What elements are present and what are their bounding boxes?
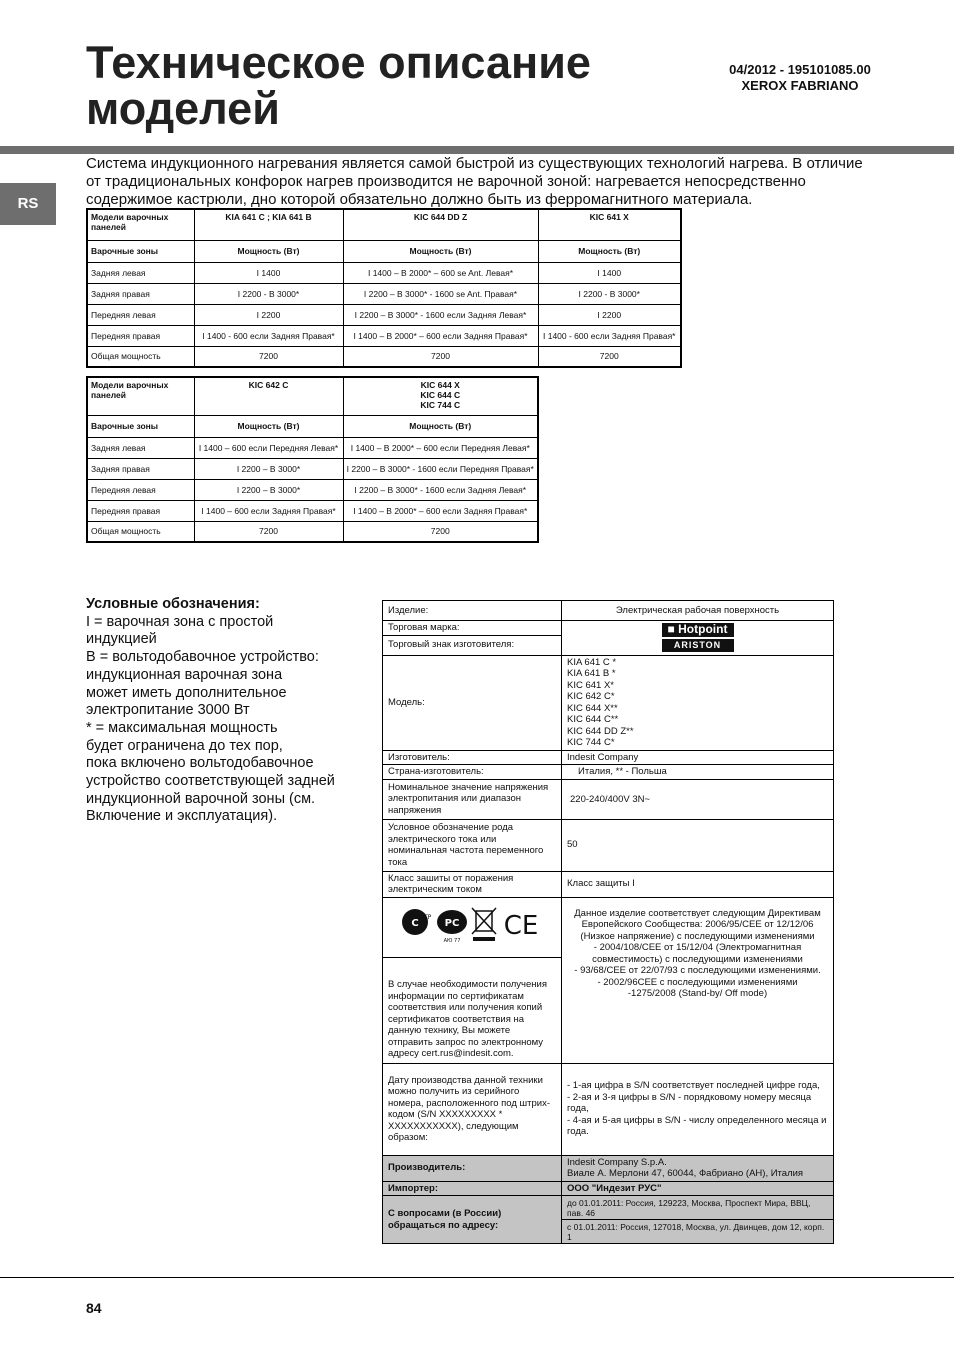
power-cell: I 1400 – B 2000* – 600 если Задняя Правая* <box>343 500 538 521</box>
power-cell: I 1400 – B 2000* – 600 если Задняя Правая* <box>343 325 538 346</box>
table-row <box>87 521 538 542</box>
footer-divider <box>0 1277 954 1278</box>
frequency-label: Условное обозначение рода электрического тока или номинальная частота переменного тока <box>383 819 562 871</box>
table-row <box>87 283 681 304</box>
table-row <box>87 262 681 283</box>
model-cell: KIC 641 X <box>538 209 681 240</box>
protection-class-label: Класс зашиты от поражения электрическим током <box>383 871 562 897</box>
contact-address-new: с 01.01.2011: Россия, 127018, Москва, ул. Двинцев, дом 12, корп. 1 <box>562 1220 834 1244</box>
zone-label: Задняя правая <box>87 283 194 304</box>
table-row <box>87 209 681 240</box>
certificates-text: В случае необходимости получения информации по сертификатам соответствия или получения копий сертификатов соответствия на данную технику, Вы можете отправить запрос по электронному адресу cert.rus@indesit.com. <box>383 957 562 1063</box>
power-cell: 7200 <box>194 521 343 542</box>
importer-label: Импортер: <box>383 1181 562 1196</box>
legend-line: * = максимальная мощность <box>86 719 278 736</box>
legend-line: индукционная варочная зона <box>86 666 283 683</box>
svg-text:CE: CE <box>503 911 539 942</box>
eac-mark-icon <box>402 909 432 935</box>
power-header-cell: Мощность (Вт) <box>343 415 538 437</box>
power-cell: 7200 <box>343 346 538 367</box>
legend-line: будет ограничена до тех пор, <box>86 737 283 754</box>
model-line: KIC 644 C <box>420 390 461 400</box>
frequency-value: 50 <box>562 819 834 871</box>
power-cell: I 2200 – B 3000* <box>194 458 343 479</box>
table-row <box>87 437 538 458</box>
table-row <box>383 1155 834 1181</box>
table-row <box>87 325 681 346</box>
power-table-2 <box>86 376 539 543</box>
country-value: Италия, ** - Польша <box>562 765 834 780</box>
power-cell: 7200 <box>343 521 538 542</box>
zone-label: Общая мощность <box>87 521 194 542</box>
power-cell: I 1400 <box>194 262 343 283</box>
models-header-cell: Модели варочных панелей <box>87 377 194 415</box>
hotpoint-icon: ■ <box>667 622 675 637</box>
table-row <box>87 304 681 325</box>
model-item: KIA 641 C * <box>567 656 617 668</box>
table-row <box>383 601 834 621</box>
model-line: KIC 744 C <box>420 400 461 410</box>
ariston-logo: ARISTON <box>662 639 734 653</box>
table-row <box>87 479 538 500</box>
table-row <box>87 415 538 437</box>
contact-label: С вопросами (в России) обращаться по адресу: <box>383 1196 562 1244</box>
product-label: Изделие: <box>383 601 562 621</box>
maker-value: Indesit Company <box>562 750 834 765</box>
power-cell: 7200 <box>538 346 681 367</box>
title-line-2: моделей <box>86 83 280 134</box>
power-header-cell: Мощность (Вт) <box>538 240 681 262</box>
power-header-cell: Мощность (Вт) <box>194 415 343 437</box>
model-list <box>562 655 834 750</box>
table-row <box>383 897 834 957</box>
table-row <box>383 765 834 780</box>
power-cell: 7200 <box>194 346 343 367</box>
model-item: KIC 641 X* <box>567 679 614 691</box>
page-number: 84 <box>86 1300 102 1316</box>
certification-marks-icon <box>397 902 547 948</box>
model-label: Модель: <box>383 655 562 750</box>
trademark-label: Торговый знак изготовителя: <box>383 635 562 655</box>
table-row <box>383 871 834 897</box>
model-item: KIC 644 C** <box>567 714 619 725</box>
producer-value <box>562 1155 834 1181</box>
zone-label: Общая мощность <box>87 346 194 367</box>
legend-line: I = варочная зона с простой <box>86 613 274 630</box>
table-row <box>87 500 538 521</box>
legend <box>86 596 356 826</box>
table-row <box>383 621 834 636</box>
pct-mark-icon <box>437 910 467 944</box>
importer-value: ООО "Индезит РУС" <box>562 1181 834 1196</box>
legend-heading: Условные обозначения: <box>86 596 260 612</box>
legend-line: устройство соответствующей задней <box>86 773 335 790</box>
product-info-table <box>382 600 834 1244</box>
power-cell: I 2200 - B 3000* <box>538 283 681 304</box>
table-row <box>383 779 834 819</box>
manufacture-date-value: - 1-ая цифра в S/N соответствует последней цифре года, - 2-ая и 3-я цифры в S/N - порядковому номеру месяца года, - 4-ая и 5-ая цифры в S/N - числу определенного месяца и года. <box>562 1063 834 1155</box>
table-row <box>383 1196 834 1220</box>
hotpoint-logo-text: Hotpoint <box>678 622 728 637</box>
protection-class-value: Класс защиты I <box>562 871 834 897</box>
legend-line: индукцией <box>86 631 157 648</box>
legend-line: Включение и эксплуатация). <box>86 808 278 825</box>
power-cell: I 2200 – B 3000* - 1600 если Задняя Левая* <box>343 479 538 500</box>
svg-text:С: С <box>411 918 419 930</box>
power-table-1 <box>86 208 682 368</box>
power-cell: I 2200 <box>538 304 681 325</box>
zone-label: Задняя правая <box>87 458 194 479</box>
language-tab: RS <box>0 183 56 225</box>
weee-bin-icon <box>472 908 496 941</box>
model-item: KIC 744 C* <box>567 737 615 748</box>
intro-line: от традициональных конфорок нагрев производится не варочной зоной: нагревается непосредственно <box>86 173 806 190</box>
power-cell: I 2200 – B 3000* - 1600 se Ant. Правая* <box>343 283 538 304</box>
zone-label: Передняя правая <box>87 500 194 521</box>
voltage-label: Номинальное значение напряжения электропитания или диапазон напряжения <box>383 779 562 819</box>
model-cell: KIA 641 C ; KIA 641 B <box>194 209 343 240</box>
model-cell: KIC 644 DD Z <box>343 209 538 240</box>
legend-line: пока включено вольтодобавочное <box>86 755 314 772</box>
zone-label: Передняя левая <box>87 479 194 500</box>
power-cell: I 1400 - 600 если Задняя Правая* <box>194 325 343 346</box>
power-cell: I 1400 – 600 если Задняя Правая* <box>194 500 343 521</box>
zones-header-cell: Варочные зоны <box>87 240 194 262</box>
legend-line: индукционной варочной зоны (см. <box>86 790 316 807</box>
model-item: KIA 641 B * <box>567 668 616 679</box>
producer-address: Виале А. Мерлони 47, 60044, Фабриано (АН), Италия <box>567 1168 804 1179</box>
certification-marks <box>383 897 562 957</box>
power-cell: I 2200 – B 3000* <box>194 479 343 500</box>
model-line: KIC 644 X <box>420 380 460 390</box>
model-item: KIC 644 DD Z** <box>567 725 634 737</box>
power-cell: I 1400 – 600 если Передняя Левая* <box>194 437 343 458</box>
power-header-cell: Мощность (Вт) <box>194 240 343 262</box>
brand-logo-cell <box>562 621 834 656</box>
ce-mark-icon <box>504 911 539 941</box>
table-row <box>383 750 834 765</box>
power-header-cell: Мощность (Вт) <box>343 240 538 262</box>
producer-name: Indesit Company S.p.A. <box>567 1156 667 1168</box>
table-row <box>87 377 538 415</box>
legend-line: B = вольтодобавочное устройство: <box>86 649 319 666</box>
table-row <box>383 655 834 750</box>
model-item: KIC 644 X** <box>567 702 618 714</box>
power-cell: I 1400 - 600 если Задняя Правая* <box>538 325 681 346</box>
power-cell: I 2200 - B 3000* <box>194 283 343 304</box>
voltage-value: 220-240/400V 3N~ <box>562 779 834 819</box>
table-row <box>87 346 681 367</box>
zones-header-cell: Варочные зоны <box>87 415 194 437</box>
power-cell: I 1400 – B 2000* – 600 se Ant. Левая* <box>343 262 538 283</box>
header-divider <box>0 146 954 154</box>
table-row <box>383 819 834 871</box>
svg-text:РС: РС <box>444 918 460 930</box>
producer-label: Производитель: <box>383 1155 562 1181</box>
document-reference <box>700 62 900 94</box>
title-line-1: Техническое описание <box>86 37 591 88</box>
zone-label: Задняя левая <box>87 437 194 458</box>
page-title <box>86 37 686 134</box>
intro-paragraph <box>86 155 886 209</box>
maker-label: Изготовитель: <box>383 750 562 765</box>
table-row <box>383 1181 834 1196</box>
product-value: Электрическая рабочая поверхность <box>562 601 834 621</box>
zone-label: Передняя левая <box>87 304 194 325</box>
hotpoint-logo <box>662 623 734 637</box>
zone-label: Задняя левая <box>87 262 194 283</box>
svg-text:ТР: ТР <box>424 914 432 922</box>
power-cell: I 2200 <box>194 304 343 325</box>
model-item: KIC 642 C* <box>567 691 615 702</box>
legend-line: электропитание 3000 Вт <box>86 702 250 719</box>
intro-line: Система индукционного нагревания является самой быстрой из существующих технологий нагрева. В отличие <box>86 155 863 172</box>
zone-label: Передняя правая <box>87 325 194 346</box>
power-cell: I 2200 – B 3000* - 1600 если Передняя Правая* <box>343 458 538 479</box>
brand-label: Торговая марка: <box>383 621 562 636</box>
model-cell: KIC 642 C <box>194 377 343 415</box>
models-header-cell: Модели варочных панелей <box>87 209 194 240</box>
power-cell: I 1400 <box>538 262 681 283</box>
table-row <box>383 1063 834 1155</box>
doc-code: 04/2012 - 195101085.00 <box>729 62 871 77</box>
table-row <box>87 458 538 479</box>
intro-line: содержимое кастрюли, дно которой обязательно должно быть из ферромагнитного материала. <box>86 191 753 208</box>
legend-line: может иметь дополнительное <box>86 684 287 701</box>
table-row <box>87 240 681 262</box>
country-label: Страна-изготовитель: <box>383 765 562 780</box>
contact-address-old: до 01.01.2011: Россия, 129223, Москва, Проспект Мира, ВВЦ, пав. 46 <box>562 1196 834 1220</box>
power-cell: I 1400 – B 2000* – 600 если Передняя Левая* <box>343 437 538 458</box>
directives-text: Данное изделие соответствует следующим Директивам Европейского Сообщества: 2006/95/CEE от 12/12/06 (Низкое напряжение) с последующими изменениями - 2004/108/CEE от 15/12/04 (Электромагнитная совместимость) с последующими изменениями - 93/68/CEE от 22/07/93 с последующими изменениями. - 2002/96CEE с последующими изменениями -1275/2008 (Stand-by/ Off mode) <box>562 897 834 1063</box>
power-cell: I 2200 – B 3000* - 1600 если Задняя Левая* <box>343 304 538 325</box>
model-cell <box>343 377 538 415</box>
manufacture-date-label: Дату производства данной техники можно получить из серийного номера, расположенного под штрих-кодом (S/N XXXXXXXXX * XXXXXXXXXXX), следующим образом: <box>383 1063 562 1155</box>
printer-name: XEROX FABRIANO <box>741 78 859 93</box>
svg-text:АЮ 77: АЮ 77 <box>443 938 461 945</box>
